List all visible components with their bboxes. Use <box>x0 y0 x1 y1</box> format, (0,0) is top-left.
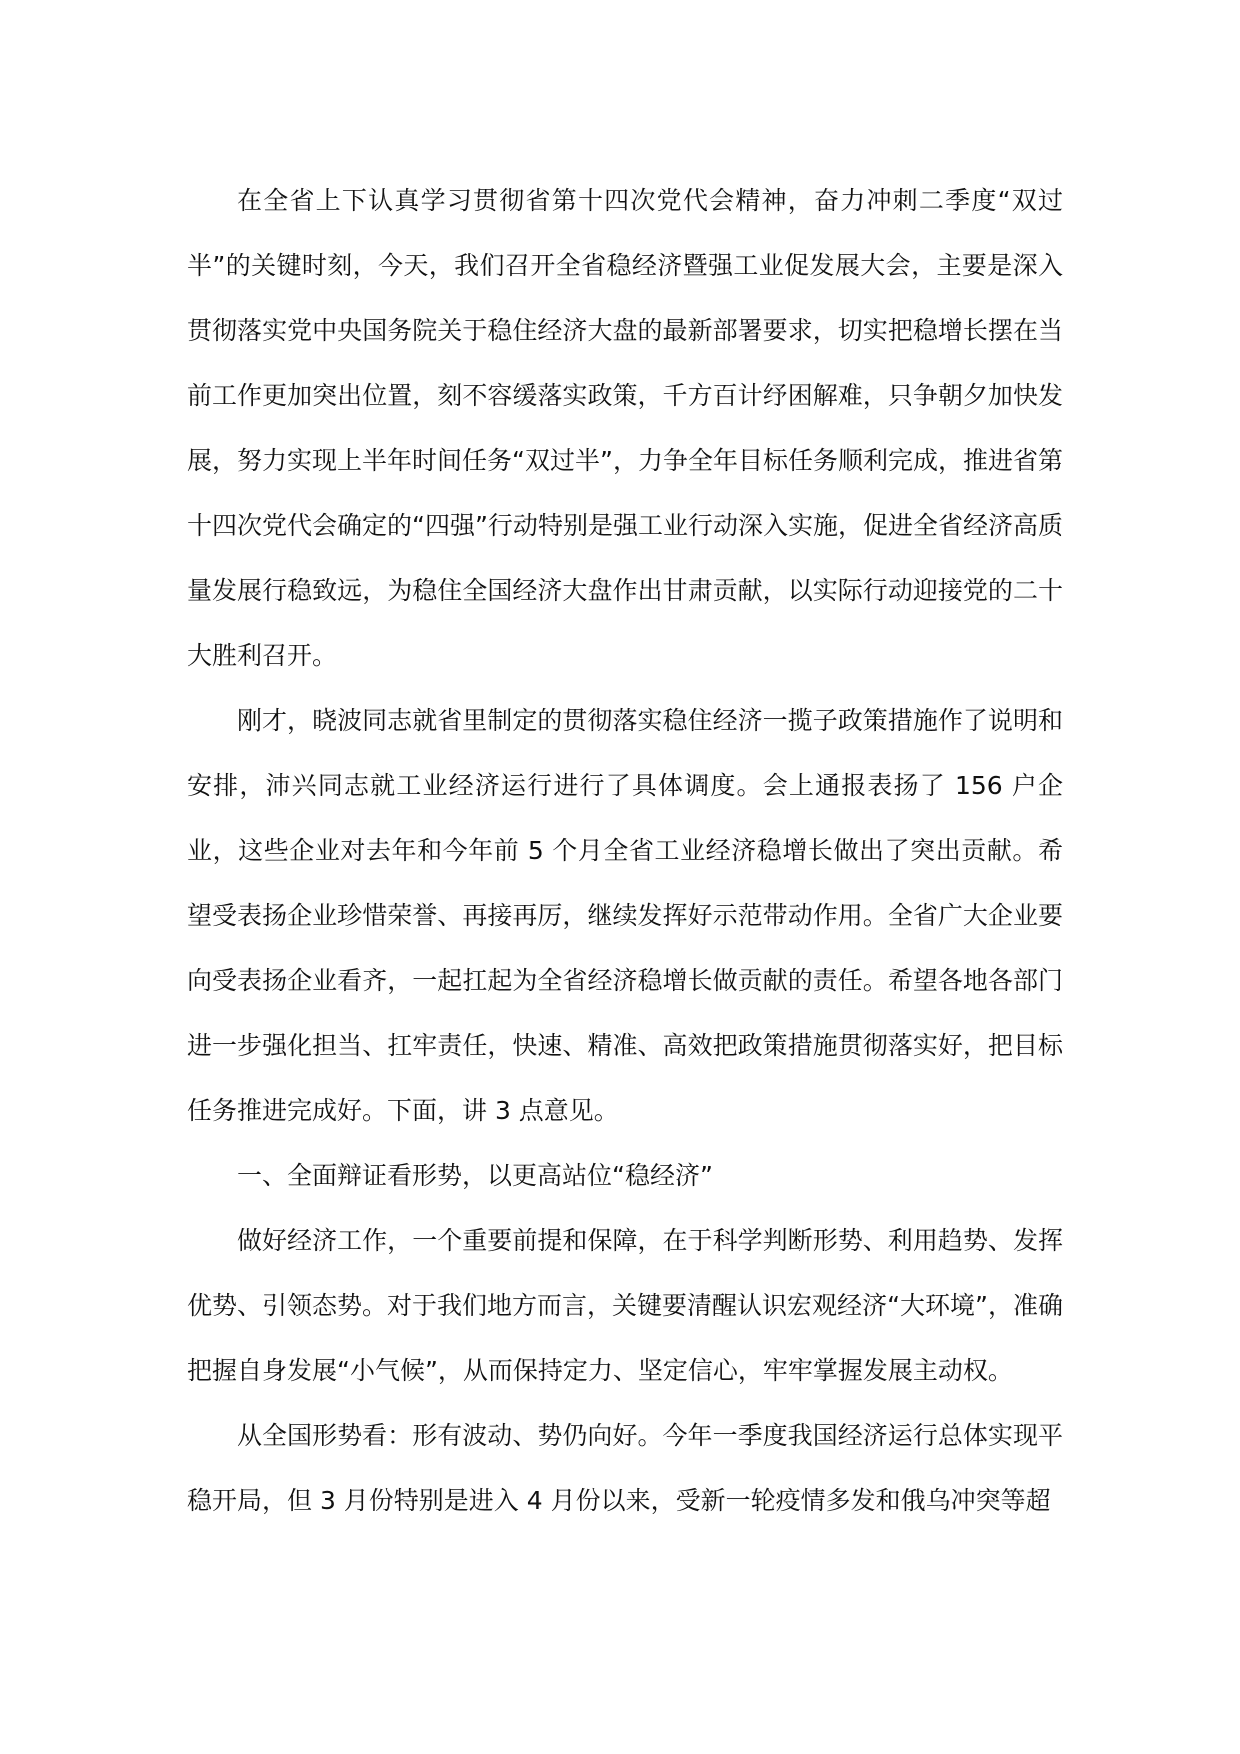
paragraph-situation: 做好经济工作，一个重要前提和保障，在于科学判断形势、利用趋势、发挥优势、引领态势。对于我们地方而言，关键要清醒认识宏观经济“大环境”，准确把握自身发展“小气候”，从而保持定力、坚定信心，牢牢掌握发展主动权。 <box>187 1226 1063 1385</box>
paragraph-national-trend: 从全国形势看：形有波动、势仍向好。今年一季度我国经济运行总体实现平稳开局，但 3 月份特别是进入 4 月份以来，受新一轮疫情多发和俄乌冲突等超 <box>187 1421 1063 1515</box>
paragraph-remarks: 刚才，晓波同志就省里制定的贯彻落实稳住经济一揽子政策措施作了说明和安排，沛兴同志就工业经济运行进行了具体调度。会上通报表扬了 156 户企业，这些企业对去年和今年前 5 个月全省工业经济稳增长做出了突出贡献。希望受表扬企业珍惜荣誉、再接再厉，继续发挥好示范带动作用。全省广大企业要向受表扬企业看齐，一起扛起为全省经济稳增长做贡献的责任。希望各地各部门进一步强化担当、扛牢责任，快速、精准、高效把政策措施贯彻落实好，把目标任务推进完成好。下面，讲 3 点意见。 <box>187 706 1063 1125</box>
section-heading-1: 一、全面辩证看形势，以更高站位“稳经济” <box>237 1161 713 1190</box>
paragraph-intro: 在全省上下认真学习贯彻省第十四次党代会精神，奋力冲刺二季度“双过半”的关键时刻，今天，我们召开全省稳经济暨强工业促发展大会，主要是深入贯彻落实党中央国务院关于稳住经济大盘的最新部署要求，切实把稳增长摆在当前工作更加突出位置，刻不容缓落实政策，千方百计纾困解难，只争朝夕加快发展，努力实现上半年时间任务“双过半”，力争全年目标任务顺利完成，推进省第十四次党代会确定的“四强”行动特别是强工业行动深入实施，促进全省经济高质量发展行稳致远，为稳住全国经济大盘作出甘肃贡献，以实际行动迎接党的二十大胜利召开。 <box>187 186 1063 670</box>
document-body <box>187 168 1063 1533</box>
